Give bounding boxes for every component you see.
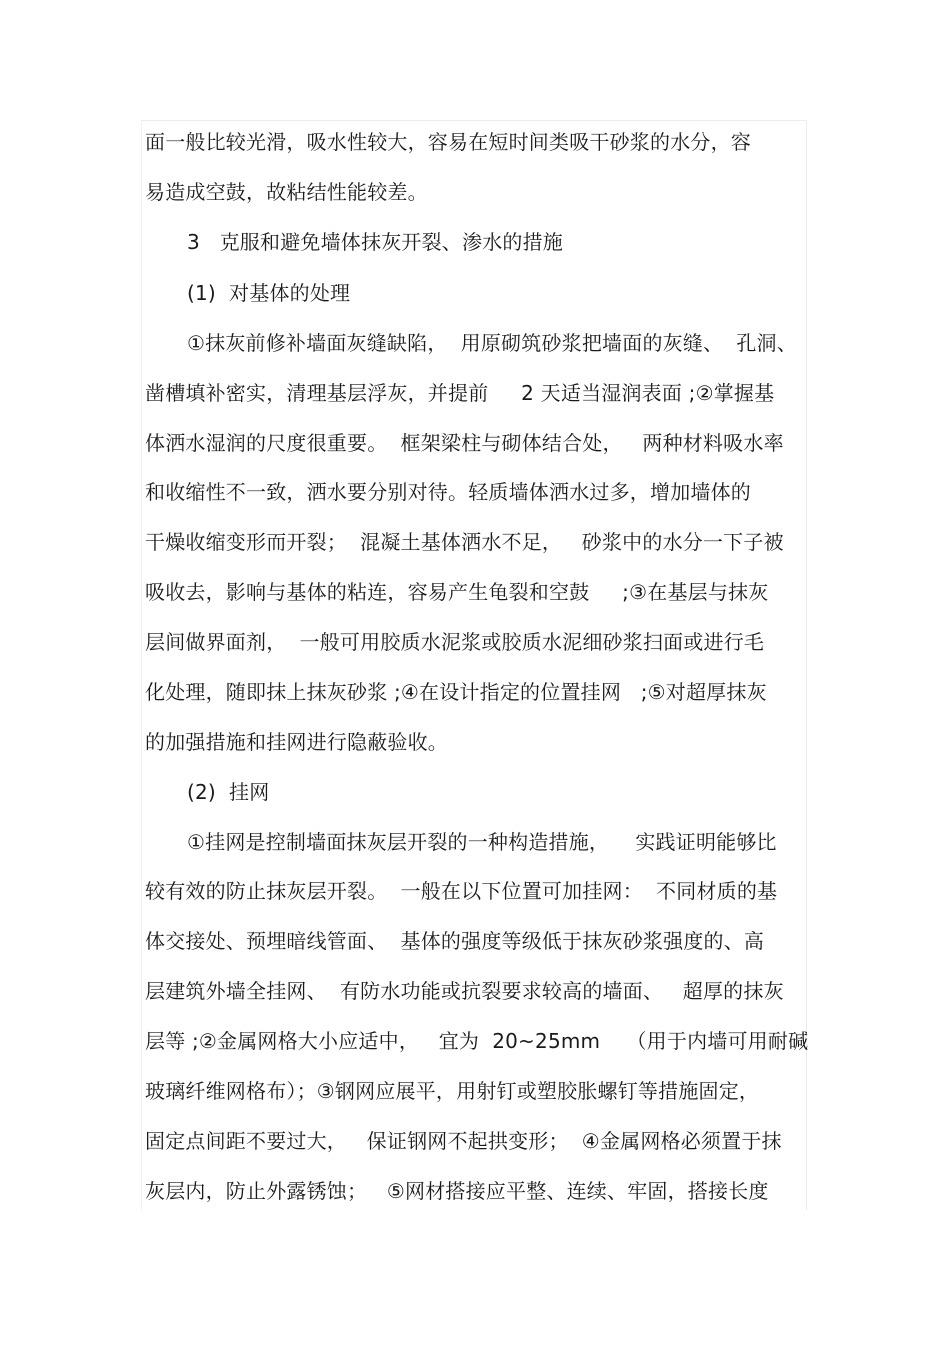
subsection-heading: (1) 对基体的处理 (187, 281, 351, 305)
text-line: 干燥收缩变形而开裂； 混凝土基体洒水不足， 砂浆中的水分一下子被 (145, 530, 784, 554)
text-line: 固定点间距不要过大， 保证钢网不起拱变形； ④金属网格必须置于抹 (145, 1129, 782, 1153)
text-line: 吸收去，影响与基体的粘连，容易产生龟裂和空鼓 ;③在基层与抹灰 (145, 580, 769, 604)
text-line: 化处理，随即抹上抹灰砂浆 ;④在设计指定的位置挂网 ;⑤对超厚抹灰 (145, 680, 767, 704)
text-line: 的加强措施和挂网进行隐蔽验收。 (145, 730, 448, 754)
text-line: 易造成空鼓，故粘结性能较差。 (145, 180, 428, 204)
text-line: 层建筑外墙全挂网、 有防水功能或抗裂要求较高的墙面、 超厚的抹灰 (145, 979, 784, 1003)
text-line: 较有效的防止抹灰层开裂。 一般在以下位置可加挂网： 不同材质的基 (145, 879, 778, 903)
text-line: 和收缩性不一致，洒水要分别对待。轻质墙体洒水过多，增加墙体的 (145, 480, 751, 504)
text-line: 层等 ;②金属网格大小应适中， 宜为 20~25mm （用于内墙可用耐碱 (145, 1029, 809, 1053)
section-heading: 3 克服和避免墙体抹灰开裂、渗水的措施 (187, 230, 563, 254)
text-line: ①挂网是控制墙面抹灰层开裂的一种构造措施， 实践证明能够比 (187, 830, 777, 854)
text-line: 体交接处、预埋暗线管面、 基体的强度等级低于抹灰砂浆强度的、高 (145, 929, 765, 953)
subsection-heading: (2) 挂网 (187, 780, 270, 804)
text-line: 玻璃纤维网格布）；③钢网应展平，用射钉或塑胶胀螺钉等措施固定， (145, 1079, 760, 1103)
text-line: 层间做界面剂， 一般可用胶质水泥浆或胶质水泥细砂浆扫面或进行毛 (145, 630, 765, 654)
text-line: ①抹灰前修补墙面灰缝缺陷， 用原砌筑砂浆把墙面的灰缝、 孔洞、 (187, 331, 797, 355)
text-line: 灰层内，防止外露锈蚀； ⑤网材搭接应平整、连续、牢固，搭接长度 (145, 1179, 769, 1203)
text-line: 凿槽填补密实，清理基层浮灰，并提前 2 天适当湿润表面 ;②掌握基 (145, 381, 775, 405)
text-line: 体洒水湿润的尺度很重要。 框架梁柱与砌体结合处， 两种材料吸水率 (145, 431, 784, 455)
text-line: 面一般比较光滑，吸水性较大，容易在短时间类吸干砂浆的水分，容 (145, 130, 751, 154)
